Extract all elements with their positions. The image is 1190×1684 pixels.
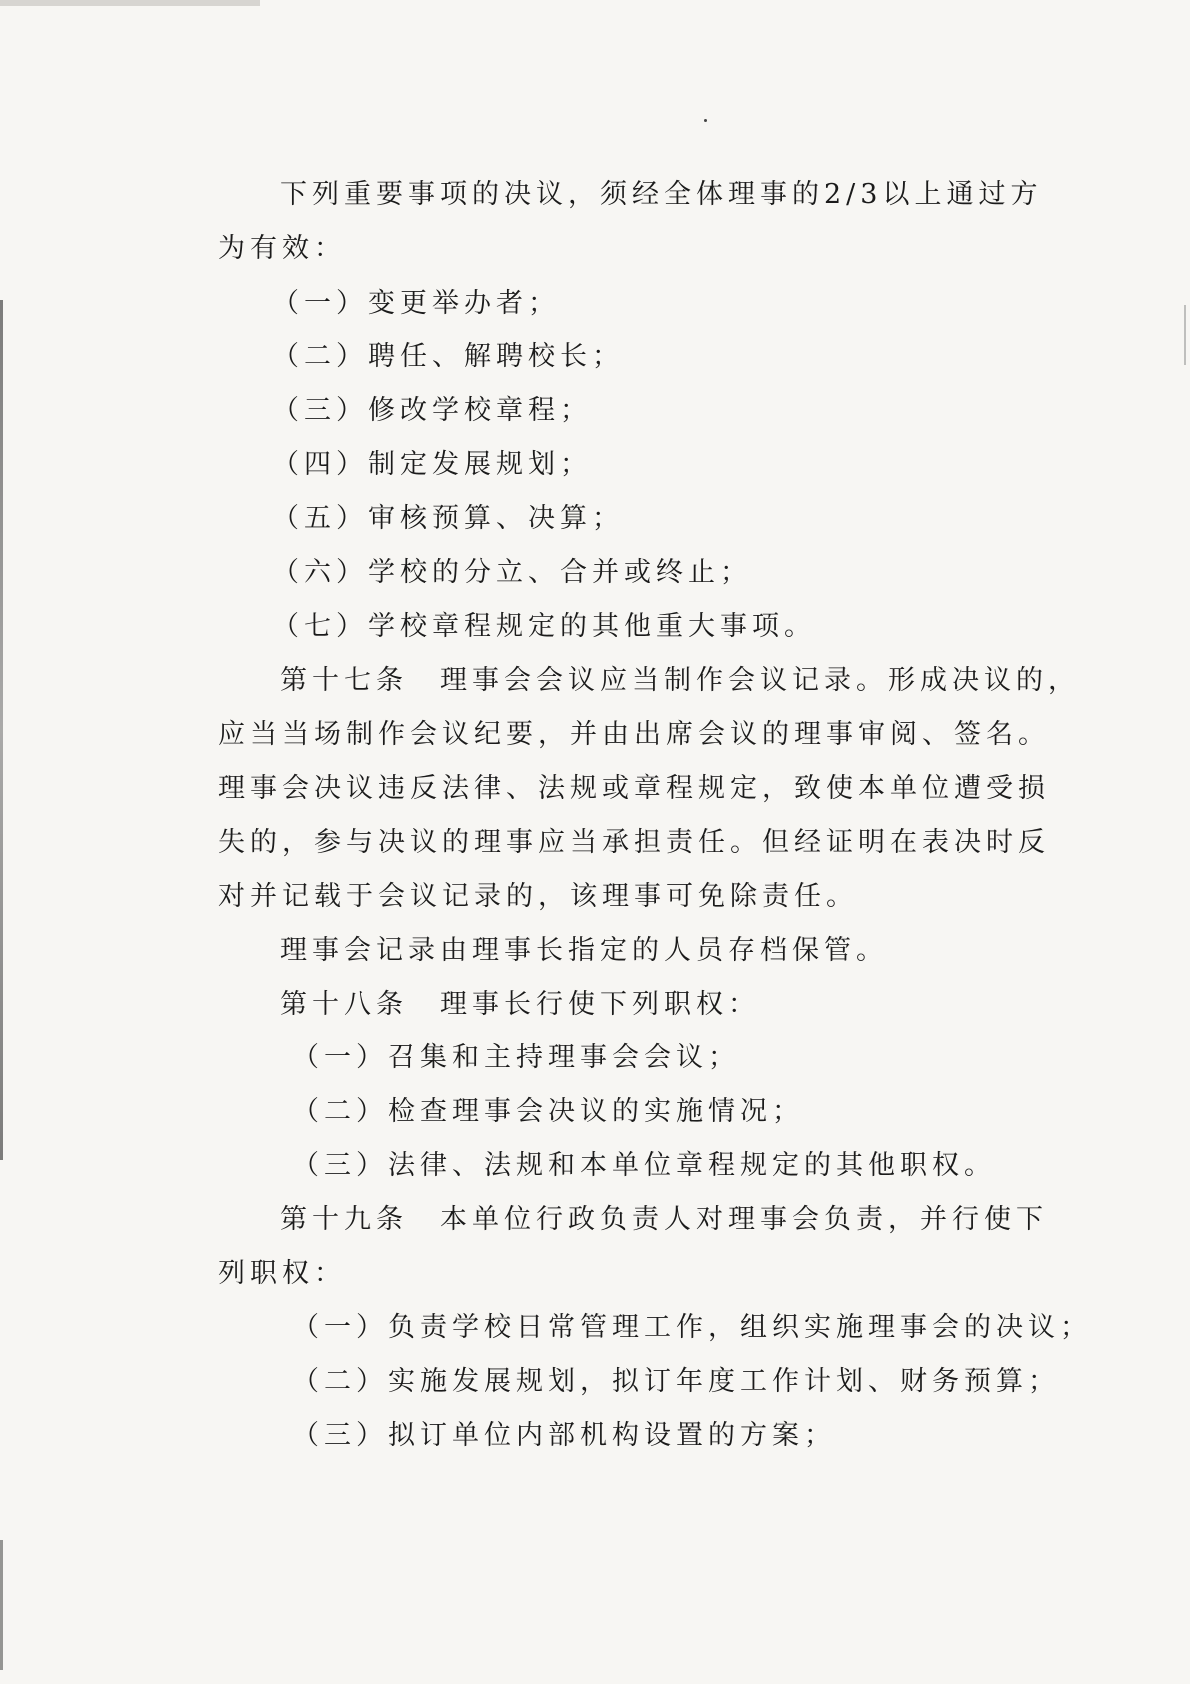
article-heading-line: 第十七条 理事会会议应当制作会议记录。形成决议的， [280, 665, 1080, 696]
list-item: （一）变更举办者； [272, 288, 560, 319]
list-item: （四）制定发展规划； [272, 449, 592, 480]
scan-artifact [0, 300, 3, 1160]
list-item: （五）审核预算、决算； [272, 503, 624, 534]
paragraph-line: 应当当场制作会议纪要，并由出席会议的理事审阅、签名。 [218, 719, 1050, 750]
list-item: （一）负责学校日常管理工作，组织实施理事会的决议； [292, 1312, 1092, 1343]
paragraph-line: 下列重要事项的决议，须经全体理事的2/3以上通过方 [280, 179, 1043, 210]
paragraph-line: 理事会决议违反法律、法规或章程规定，致使本单位遭受损 [218, 773, 1050, 804]
paragraph-line: 对并记载于会议记录的，该理事可免除责任。 [218, 881, 858, 912]
list-item: （二）实施发展规划，拟订年度工作计划、财务预算； [292, 1366, 1060, 1397]
paragraph-line: 列职权： [218, 1258, 346, 1289]
scan-artifact [0, 1540, 3, 1670]
scan-artifact [0, 0, 260, 6]
scan-artifact [1184, 305, 1186, 365]
paragraph-line: 为有效： [218, 233, 346, 264]
scan-artifact [704, 119, 707, 122]
article-heading-line: 第十九条 本单位行政负责人对理事会负责，并行使下 [280, 1204, 1048, 1235]
list-item: （七）学校章程规定的其他重大事项。 [272, 611, 816, 642]
list-item: （一）召集和主持理事会会议； [292, 1042, 740, 1073]
list-item: （二）检查理事会决议的实施情况； [292, 1096, 804, 1127]
paragraph-line: 理事会记录由理事长指定的人员存档保管。 [280, 935, 888, 966]
list-item: （六）学校的分立、合并或终止； [272, 557, 752, 588]
paragraph-line: 失的，参与决议的理事应当承担责任。但经证明在表决时反 [218, 827, 1050, 858]
article-heading-line: 第十八条 理事长行使下列职权： [280, 989, 760, 1020]
list-item: （二）聘任、解聘校长； [272, 341, 624, 372]
list-item: （三）修改学校章程； [272, 395, 592, 426]
list-item: （三）拟订单位内部机构设置的方案； [292, 1420, 836, 1451]
list-item: （三）法律、法规和本单位章程规定的其他职权。 [292, 1150, 996, 1181]
